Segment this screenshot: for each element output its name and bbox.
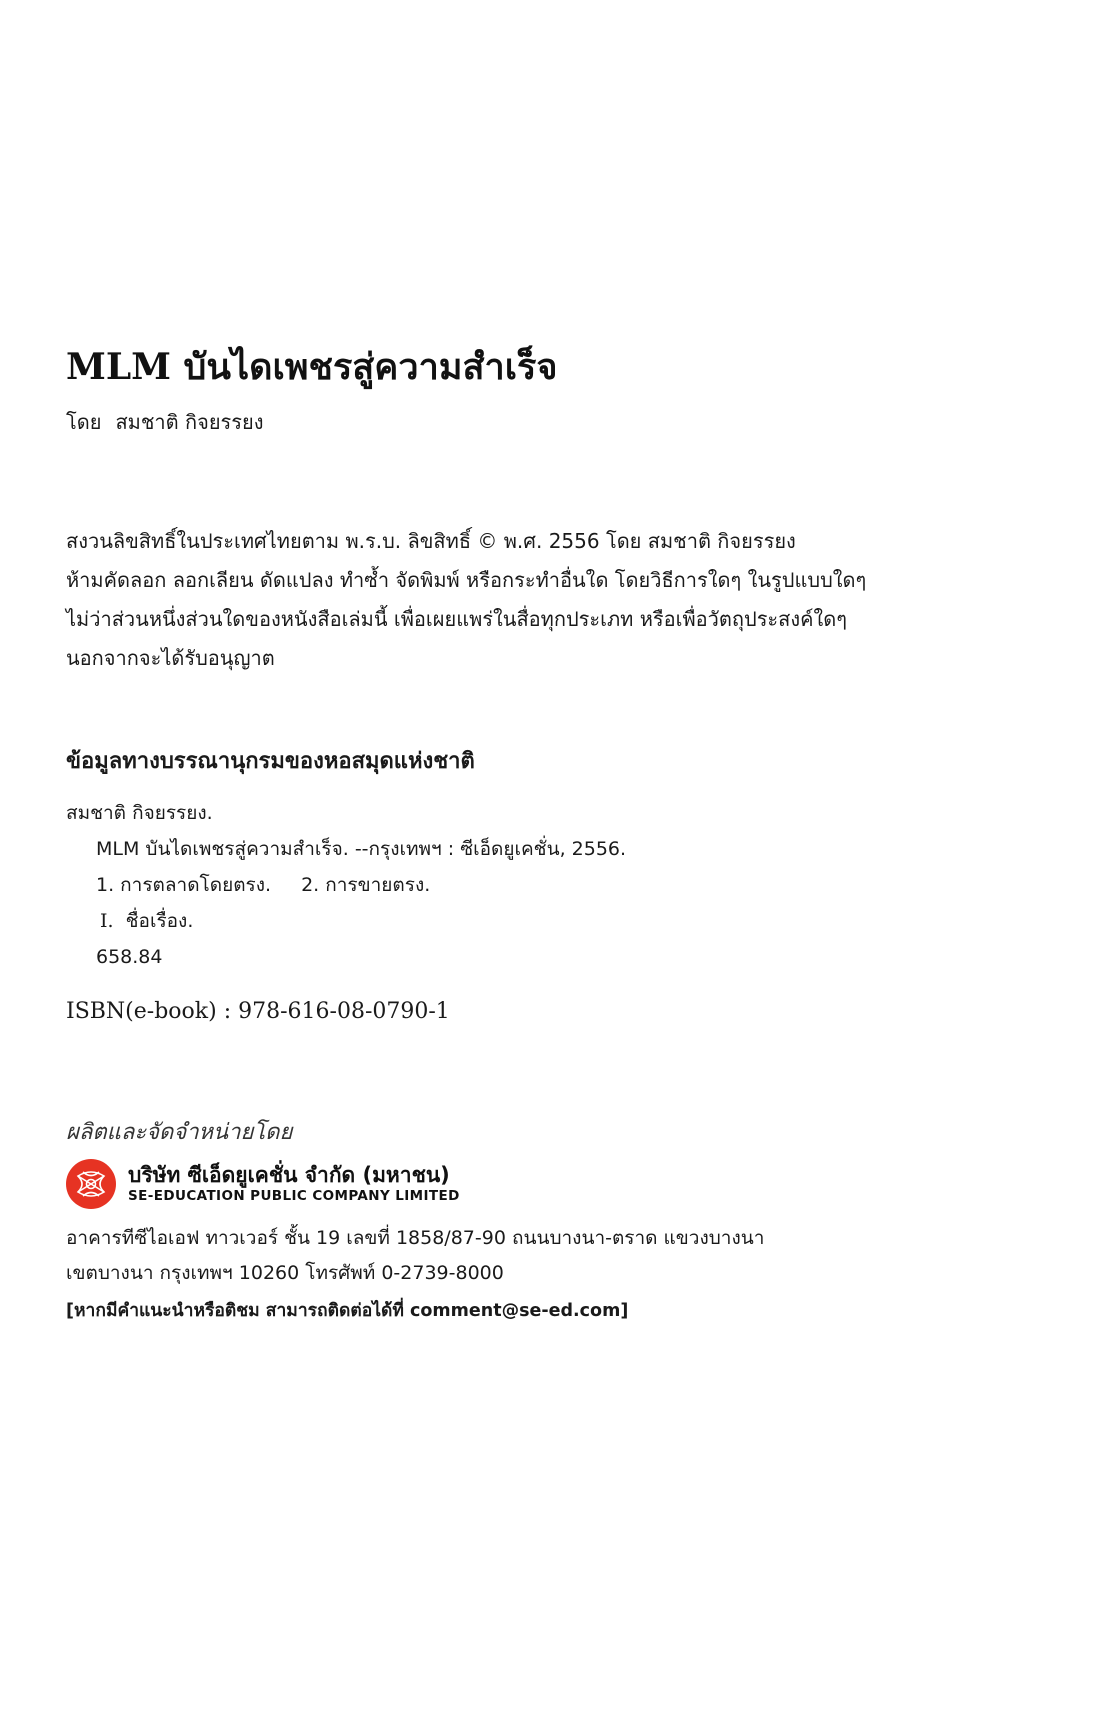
distributed-by-label: ผลิตและจัดจำหน่ายโดย bbox=[66, 1120, 293, 1145]
cip-classification: 658.84 bbox=[96, 946, 163, 968]
cip-title-added: ชื่อเรื่อง. bbox=[125, 910, 194, 932]
publisher-name-thai: บริษัท ซีเอ็ดยูเคชั่น จำกัด (มหาชน) bbox=[128, 1163, 450, 1187]
copyright-line: นอกจากจะได้รับอนุญาต bbox=[66, 646, 275, 670]
cip-subject: 1. การตลาดโดยตรง. bbox=[96, 874, 272, 896]
cip-block bbox=[66, 795, 626, 975]
copyright-line: สงวนลิขสิทธิ์ในประเทศไทยตาม พ.ร.บ. ลิขสิทธิ์ © พ.ศ. 2556 โดย สมชาติ กิจยรรยง bbox=[66, 529, 796, 553]
book-title: MLM บันไดเพชรสู่ความสำเร็จ bbox=[66, 346, 558, 388]
se-ed-logo-icon bbox=[66, 1159, 116, 1209]
copyright-line: ไม่ว่าส่วนหนึ่งส่วนใดของหนังสือเล่มนี้ เพื่อเผยแพร่ในสื่อทุกประเภท หรือเพื่อวัตถุประสงค์ใดๆ bbox=[66, 607, 848, 631]
publisher-address bbox=[66, 1221, 764, 1291]
address-line: อาคารทีซีไอเอฟ ทาวเวอร์ ชั้น 19 เลขที่ 1858/87-90 ถนนบางนา-ตราด แขวงบางนา bbox=[66, 1227, 765, 1249]
cip-author-entry: สมชาติ กิจยรรยง. bbox=[66, 802, 213, 824]
publisher-name bbox=[128, 1163, 460, 1205]
copyright-notice bbox=[66, 522, 1046, 678]
address-line: เขตบางนา กรุงเทพฯ 10260 โทรศัพท์ 0-2739-8000 bbox=[66, 1262, 504, 1284]
publisher-name-english: SE-EDUCATION PUBLIC COMPANY LIMITED bbox=[128, 1188, 460, 1204]
isbn: ISBN(e-book) : 978-616-08-0790-1 bbox=[66, 999, 450, 1024]
cip-added-entry bbox=[66, 903, 626, 939]
cip-title-entry: MLM บันไดเพชรสู่ความสำเร็จ. --กรุงเทพฯ : ซีเอ็ดยูเคชั่น, 2556. bbox=[96, 838, 627, 860]
cip-roman-numeral: I. bbox=[100, 910, 114, 932]
byline bbox=[66, 408, 264, 436]
comment-contact: [หากมีคำแนะนำหรือติชม สามารถติดต่อได้ที่ comment@se-ed.com] bbox=[66, 1301, 629, 1321]
copyright-line: ห้ามคัดลอก ลอกเลียน ดัดแปลง ทำซ้ำ จัดพิมพ์ หรือกระทำอื่นใด โดยวิธีการใดๆ ในรูปแบบใดๆ bbox=[66, 568, 867, 592]
by-label: โดย bbox=[66, 410, 102, 434]
publisher-logo bbox=[66, 1158, 460, 1210]
author-name: สมชาติ กิจยรรยง bbox=[115, 410, 264, 434]
cip-heading: ข้อมูลทางบรรณานุกรมของหอสมุดแห่งชาติ bbox=[66, 749, 475, 774]
cip-subject: 2. การขายตรง. bbox=[301, 874, 431, 896]
cip-subjects bbox=[66, 867, 626, 903]
